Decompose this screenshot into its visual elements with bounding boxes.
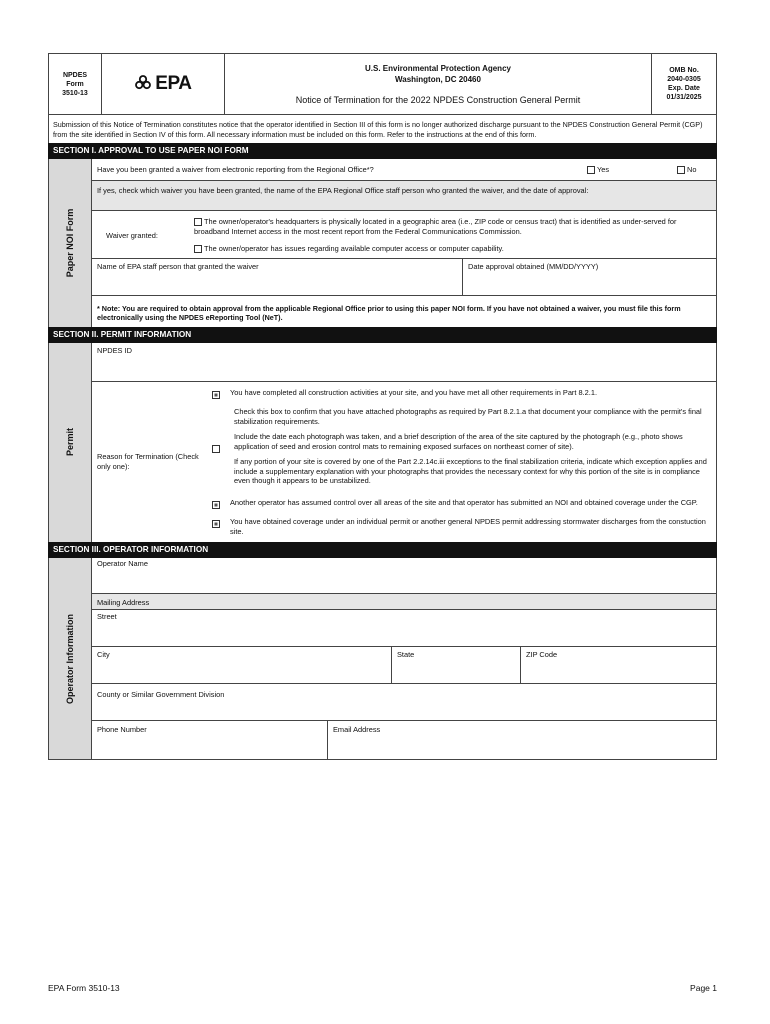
npdes-id-field[interactable] — [92, 343, 716, 382]
state-label: State — [397, 650, 415, 659]
mailing-address-header: Mailing Address — [92, 594, 716, 610]
no-checkbox[interactable] — [677, 166, 685, 174]
staff-name-label: Name of EPA staff person that granted the waiver — [97, 261, 259, 271]
city-field[interactable] — [92, 647, 391, 683]
waiver-question: Have you been granted a waiver from electronic reporting from the Regional Office*? — [97, 164, 374, 174]
form-number-line: Form — [66, 80, 84, 88]
phone-email-row — [92, 721, 716, 759]
street-field[interactable] — [92, 610, 716, 647]
page-number: Page 1 — [690, 983, 717, 993]
staff-name-field[interactable] — [92, 259, 462, 295]
approval-note: * Note: You are required to obtain approval from the applicable Regional Office prior to using this paper NOI form. If you have not obtained a waiver, you must file this form electronically using the NPDES eReporting Tool (NeT). — [97, 303, 681, 322]
yes-checkbox[interactable] — [587, 166, 595, 174]
epa-logo — [102, 54, 225, 115]
section-1-header: SECTION I. APPROVAL TO USE PAPER NOI FORM — [48, 143, 717, 159]
no-label: No — [687, 164, 697, 174]
section-3 — [48, 558, 717, 760]
street-label: Street — [97, 612, 117, 621]
county-field[interactable] — [92, 684, 716, 721]
staff-date-row — [92, 259, 716, 296]
waiver-instructions: If yes, check which waiver you have been granted, the name of the EPA Regional Office staff person who granted the waiver, and the date of approval: — [92, 181, 716, 211]
waiver-granted-row — [92, 211, 716, 259]
waiver-2-checkbox[interactable] — [194, 245, 202, 253]
email-field[interactable] — [327, 721, 716, 759]
zip-field[interactable] — [520, 647, 716, 683]
section-3-header: SECTION III. OPERATOR INFORMATION — [48, 542, 717, 558]
photo-confirmation-option[interactable] — [204, 407, 710, 492]
waiver-option-2[interactable] — [194, 244, 711, 254]
no-option[interactable] — [677, 165, 711, 175]
omb-line: Exp. Date — [668, 85, 700, 92]
agency-name: U.S. Environmental Protection Agency — [365, 63, 511, 73]
termination-reason-row — [92, 382, 716, 543]
zip-label: ZIP Code — [526, 650, 558, 659]
waiver-1-text: The owner/operator's headquarters is physically located in a geographic area (i.e., ZIP code or census tract) that is identified as under-served for broadband Internet access in the most recent report from the Federal Communications Commission. — [194, 217, 677, 236]
exception-instructions: If any portion of your site is covered by one of the Part 2.2.14c.iii exceptions to the final stabilization criteria, indicate which exception applies and include a supplementary explanation with your photographs that provides the necessary context for why this portion of the site is in compliance even though it appears to be unstabilized. — [234, 457, 707, 485]
sidebar-label: Permit — [65, 428, 75, 457]
county-label: County or Similar Government Division — [97, 690, 225, 699]
operator-name-label: Operator Name — [97, 559, 148, 568]
reason-2-text: Another operator has assumed control over all areas of the site and that operator has submitted an NOI and obtained coverage under the CGP. — [230, 497, 698, 507]
termination-reason-label: Reason for Termination (Check only one): — [97, 452, 199, 471]
section-3-sidebar — [49, 558, 92, 759]
waiver-question-row — [92, 159, 716, 181]
waiver-2-text: The owner/operator has issues regarding available computer access or computer capability. — [204, 244, 504, 253]
sidebar-label: Operator Information — [65, 613, 75, 704]
operator-name-field[interactable] — [92, 558, 716, 594]
email-label: Email Address — [333, 725, 381, 734]
section-1 — [48, 159, 717, 327]
agency-address: Washington, DC 20460 — [395, 74, 481, 84]
form-header — [48, 53, 717, 115]
photo-confirm-text: Check this box to confirm that you have attached photographs as required by Part 8.2.1.a that document your compliance with the permit's final stabilization requirements. — [234, 407, 702, 426]
city-label: City — [97, 650, 110, 659]
form-number — [49, 54, 102, 115]
section-2-sidebar — [49, 343, 92, 543]
reason-option-2[interactable] — [204, 498, 710, 510]
photo-confirm-checkbox[interactable] — [212, 445, 220, 453]
waiver-1-checkbox[interactable] — [194, 218, 202, 226]
reason-3-checkbox[interactable] — [212, 520, 220, 528]
reason-1-text: You have completed all construction activities at your site, and you have met all other requirements in Part 8.2.1. — [230, 387, 597, 397]
approval-date-label: Date approval obtained (MM/DD/YYYY) — [468, 261, 599, 271]
section-1-sidebar — [49, 159, 92, 327]
reason-option-1[interactable] — [204, 388, 710, 400]
photo-date-instructions: Include the date each photograph was taken, and a brief description of the area of the site captured by the photograph (e.g., photo shows application of seed and erosion control mats to remaining exposed surfaces on northeast corner of site). — [234, 432, 683, 451]
reason-option-3[interactable] — [204, 517, 710, 536]
agency-block — [225, 54, 652, 115]
omb-line: OMB No. — [669, 67, 699, 74]
omb-number: 2040-0305 — [667, 76, 701, 83]
yes-label: Yes — [597, 164, 610, 174]
form-title: Notice of Termination for the 2022 NPDES Construction General Permit — [295, 94, 581, 105]
reason-2-checkbox[interactable] — [212, 501, 220, 509]
waiver-granted-label: Waiver granted: — [106, 230, 158, 240]
form-frame — [48, 53, 717, 760]
yes-option[interactable] — [587, 165, 677, 175]
form-number-line: 3510-13 — [62, 89, 88, 97]
approval-date-field[interactable] — [462, 259, 716, 295]
phone-field[interactable] — [92, 721, 327, 759]
epa-flower-icon — [135, 73, 156, 94]
sidebar-label: Paper NOI Form — [65, 208, 75, 278]
section-2 — [48, 343, 717, 543]
form-number-line: NPDES — [62, 71, 88, 79]
intro-text: Submission of this Notice of Termination constitutes notice that the operator identified in Section III of this form is no longer authorized discharge pursuant to the NPDES Construction General Permit (CGP) from the site identified in Section IV of this form. All necessary information must be included on this form. Refer to the instructions at the end of this form. — [48, 115, 717, 143]
page-footer — [48, 983, 717, 993]
npdes-id-label: NPDES ID — [97, 345, 132, 355]
omb-block — [652, 54, 717, 115]
state-field[interactable] — [391, 647, 520, 683]
omb-exp-date: 01/31/2025 — [666, 94, 702, 101]
section-2-header: SECTION II. PERMIT INFORMATION — [48, 327, 717, 343]
reason-3-text: You have obtained coverage under an individual permit or another general NPDES permit addressing stormwater discharges from the constuction site. — [230, 517, 706, 536]
city-state-zip-row — [92, 647, 716, 684]
phone-label: Phone Number — [97, 725, 147, 734]
epa-logo-text: EPA — [155, 73, 192, 94]
footer-form-number: EPA Form 3510-13 — [48, 983, 120, 993]
reason-1-checkbox[interactable] — [212, 391, 220, 399]
waiver-option-1[interactable] — [194, 217, 711, 236]
